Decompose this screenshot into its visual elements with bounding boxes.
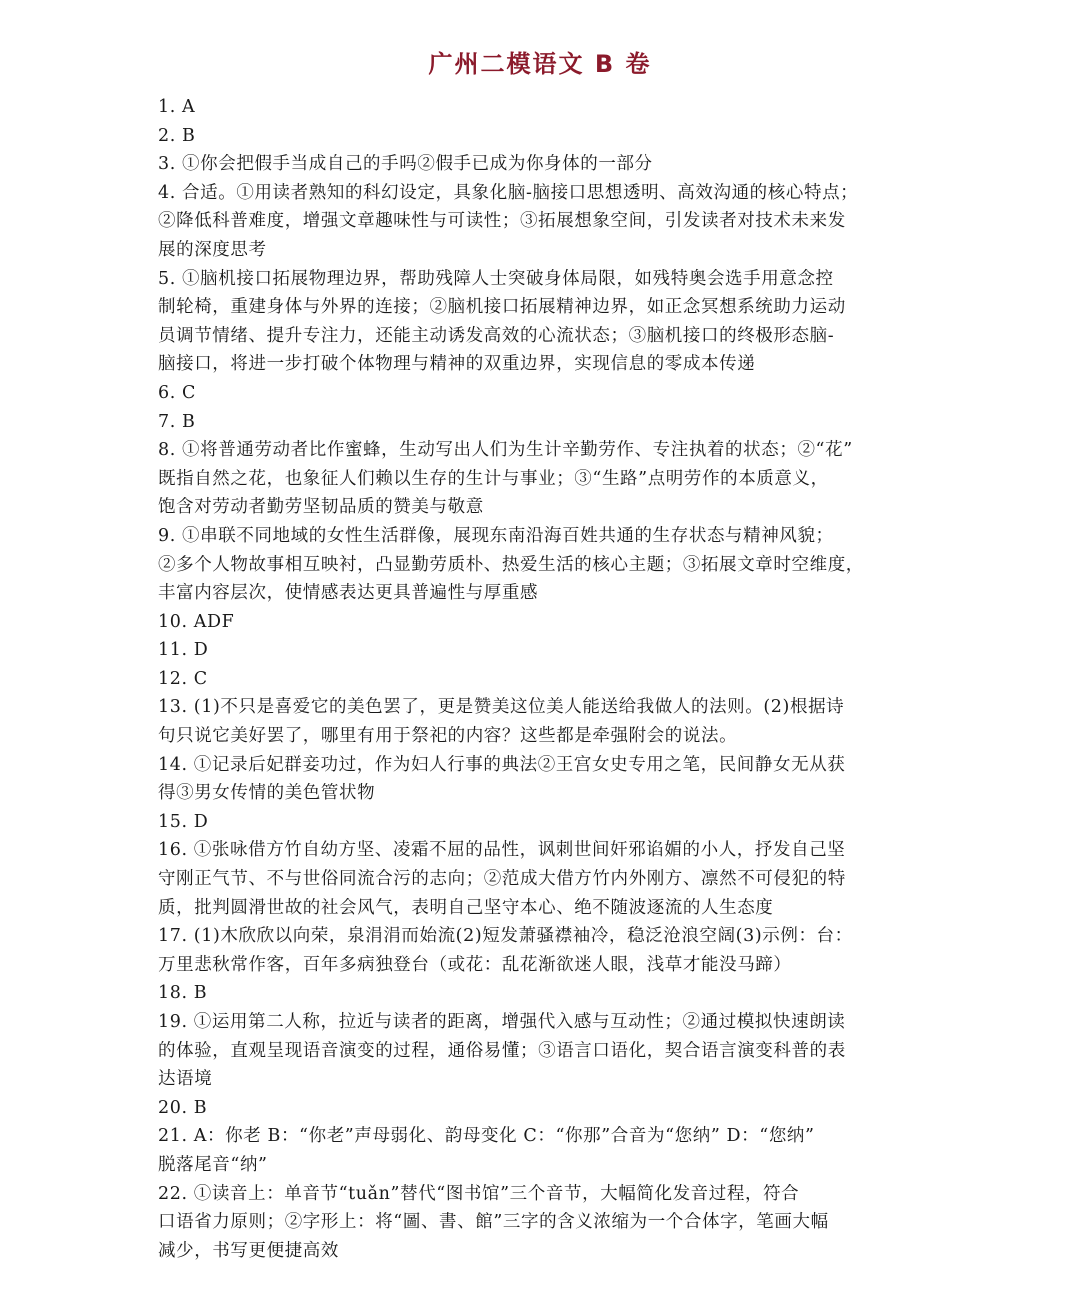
document-title: 广州二模语文 B 卷 [428, 50, 652, 78]
answer-line: 既指自然之花，也象征人们赖以生存的生计与事业；③“生路”点明劳作的本质意义， [158, 468, 829, 489]
answer-line: 脱落尾音“纳” [158, 1154, 268, 1175]
answer-line: 17. (1)木欣欣以向荣，泉涓涓而始流(2)短发萧骚襟袖冷，稳泛沧浪空阔(3)示例：台： [158, 926, 853, 947]
answer-list [158, 93, 920, 1265]
answer-line: 21. A：你老 B：“你老”声母弱化、韵母变化 C：“你那”合音为“您纳” D：“您纳” [158, 1126, 815, 1147]
answer-line: 19. ①运用第二人称，拉近与读者的距离，增强代入感与互动性；②通过模拟快速朗读 [158, 1012, 846, 1032]
answer-line: 句只说它美好罢了，哪里有用于祭祀的内容？这些都是牵强附会的说法。 [158, 726, 738, 747]
answer-line: 展的深度思考 [158, 239, 267, 260]
answer-line: 9. ①串联不同地域的女性生活群像，展现东南沿海百姓共通的生存状态与精神风貌； [158, 525, 834, 546]
answer-line: 饱含对劳动者勤劳坚韧品质的赞美与敬意 [158, 497, 484, 518]
answer-line: 10. ADF [158, 611, 235, 632]
answer-line: 质，批判圆滑世故的社会风气，表明自己坚守本心、绝不随波逐流的人生态度 [158, 897, 774, 918]
answer-line: 7. B [158, 411, 196, 432]
answer-line: 18. B [158, 983, 208, 1004]
answer-line: 13. (1)不只是喜爱它的美色罢了，更是赞美这位美人能送给我做人的法则。(2)根据诗 [158, 697, 845, 718]
answer-line: 员调节情绪、提升专注力，还能主动诱发高效的心流状态；③脑机接口的终极形态脑- [158, 325, 835, 346]
answer-line: 达语境 [158, 1069, 213, 1090]
answer-line: 16. ①张咏借方竹自幼方坚、凌霜不屈的品性，讽刺世间奸邪谄媚的小人，抒发自己坚 [158, 840, 846, 861]
answer-line: 14. ①记录后妃群妾功过，作为妇人行事的典法②王宫女史专用之笔，民间静女无从获 [158, 754, 846, 775]
answer-line: 5. ①脑机接口拓展物理边界，帮助残障人士突破身体局限，如残特奥会选手用意念控 [158, 268, 834, 289]
answer-line: 万里悲秋常作客，百年多病独登台（或花：乱花渐欲迷人眼，浅草才能没马蹄） [158, 954, 792, 975]
answer-line: 20. B [158, 1097, 208, 1118]
answer-line: 丰富内容层次，使情感表达更具普遍性与厚重感 [158, 583, 539, 604]
answer-line: ②多个人物故事相互映衬，凸显勤劳质朴、热爱生活的核心主题；③拓展文章时空维度， [158, 554, 864, 575]
answer-line: 4. 合适。①用读者熟知的科幻设定，具象化脑-脑接口思想透明、高效沟通的核心特点； [158, 182, 859, 203]
answer-line: 口语省力原则；②字形上：将“圖、書、館”三字的含义浓缩为一个合体字，笔画大幅 [158, 1212, 829, 1233]
answer-line: 的体验，直观呈现语音演变的过程，通俗易懂；③语言口语化，契合语言演变科普的表 [158, 1040, 846, 1061]
answer-line: ②降低科普难度，增强文章趣味性与可读性；③拓展想象空间，引发读者对技术未来发 [158, 211, 846, 232]
answer-line: 8. ①将普通劳动者比作蜜蜂，生动写出人们为生计辛勤劳作、专注执着的状态；②“花” [158, 440, 853, 461]
answer-line: 制轮椅，重建身体与外界的连接；②脑机接口拓展精神边界，如正念冥想系统助力运动 [158, 297, 846, 318]
answer-line: 减少，书写更便捷高效 [158, 1240, 339, 1261]
answer-line: 守刚正气节、不与世俗同流合污的志向；②范成大借方竹内外刚方、凛然不可侵犯的特 [158, 869, 846, 890]
answer-line: 1. A [158, 97, 196, 117]
answer-line: 6. C [158, 382, 197, 403]
answer-line: 12. C [158, 668, 208, 689]
answer-line: 22. ①读音上：单音节“tuǎn”替代“图书馆”三个音节，大幅简化发音过程，符合 [158, 1183, 800, 1204]
answer-line: 3. ①你会把假手当成自己的手吗②假手已成为你身体的一部分 [158, 154, 653, 175]
answer-line: 得③男女传情的美色管状物 [158, 783, 376, 804]
answer-line: 脑接口，将进一步打破个体物理与精神的双重边界，实现信息的零成本传递 [158, 354, 756, 375]
answer-line: 15. D [158, 811, 209, 832]
answer-line: 2. B [158, 125, 196, 146]
answer-line: 11. D [158, 640, 209, 661]
